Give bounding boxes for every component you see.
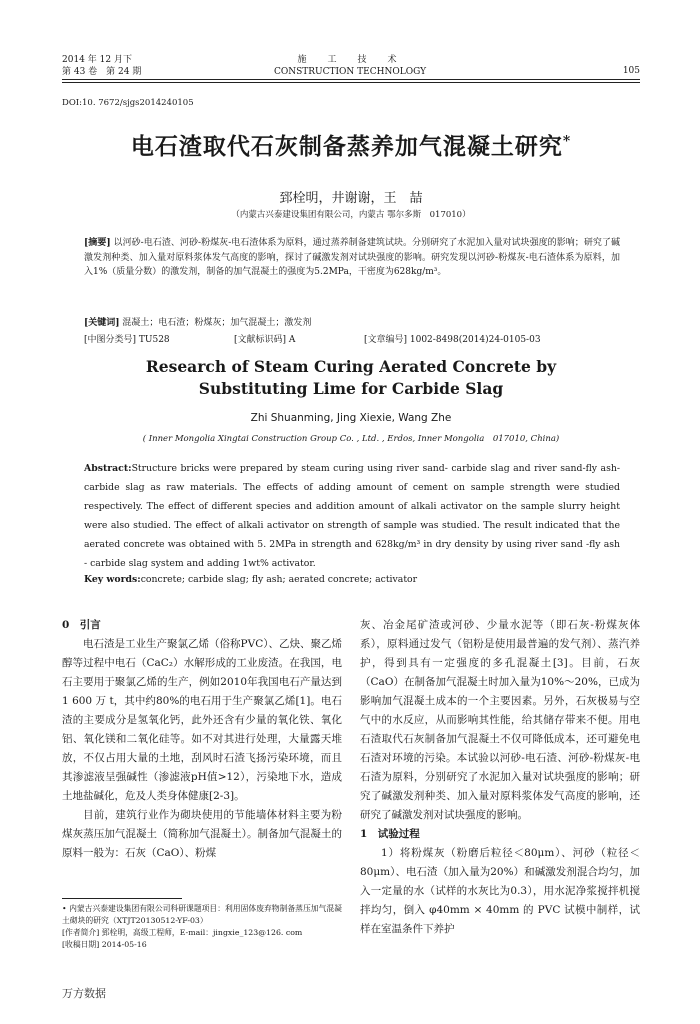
header-rule-thin [62,82,640,83]
running-header-center [250,54,450,78]
abstract-en [84,459,620,573]
page-number: 105 [622,66,640,76]
section-0-heading: 0 引言 [62,619,101,631]
affiliation-en: ( Inner Mongolia Xingtai Construction Group Co. , Ltd. , Erdos, Inner Mongolia 017010, China) [142,434,560,444]
section-1-heading: 1 试验过程 [360,828,420,840]
issue-date: 2014 年 12 月下 [62,55,132,65]
watermark: 万方数据 [62,987,106,1000]
document-code: [文献标识码] A [234,335,296,345]
footnote-author: [作者简介] 郅栓明，高级工程师，E-mail：jingxie_123@126. com [62,928,303,937]
journal-name-cn: 施 工 技 术 [297,55,403,65]
title-cn-text: 电石渣取代石灰制备蒸养加气混凝土研究 [130,133,563,160]
footnote-rule [62,898,182,899]
abstract-en-text: Structure bricks were prepared by steam curing using river sand- carbide slag and river sand-fly ash- carbide slag as raw materials. The effects of adding amount of cement on sample strength were studied respectively. The effect of different species and addition amount of alkali activator on the sample slurry height were also studied. The effect of alkali activator on strength of sample was studied. The result indicated that the aerated concrete was obtained with 5. 2MPa in strength and 628kg/m³ in dry density by using river sand -fly ash - carbide slag system and adding 1wt% activator. [84,463,620,569]
keywords-en [84,574,620,585]
body-paragraph: 1）将粉煤灰（粉磨后粒径＜80μm）、河砂（粒径＜80μm）、电石渣（加入量为20%）和碱激发剂混合均匀，加入一定量的水（试样的水灰比为0.3），用水泥净浆搅拌机搅拌均匀，倒入 φ40mm × 40mm 的 PVC 试模中制样，试样在室温条件下养护 [360,847,640,935]
running-header-left [62,54,141,78]
body-paragraph: 目前，建筑行业作为砌块使用的节能墙体材料主要为粉煤灰蒸压加气混凝土（简称加气混凝土）。制备加气混凝土的原料一般为：石灰（CaO）、粉煤 [62,809,342,859]
keywords-cn-label: [关键词] [84,318,120,328]
body-column-left [62,616,342,863]
header-rule-thick [62,79,640,80]
affiliation-cn: （内蒙古兴泰建设集团有限公司，内蒙古 鄂尔多斯 017010） [231,210,471,220]
keywords-cn [84,315,620,328]
article-number: [文章编号] 1002-8498(2014)24-0105-03 [364,335,541,345]
keywords-en-text: concrete; carbide slag; fly ash; aerated concrete; activator [140,574,418,585]
body-paragraph: 灰、冶金尾矿渣或河砂、少量水泥等（即石灰-粉煤灰体系），原料通过发气（铝粉是使用最普遍的发气剂）、蒸汽养护，得到具有一定强度的多孔混凝土[3]。目前，石灰（CaO）在制备加气混凝土时加入量为10%～20%，已成为影响加气混凝土成本的一个主要因素。另外，石灰极易与空气中的水反应，从而影响其性能，给其储存带来不便。用电石渣取代石灰制备加气混凝土不仅可降低成本，还可避免电石渣对环境的污染。本试验以河砂-电石渣、河砂-粉煤灰-电石渣为原料，分别研究了水泥加入量对试块强度的影响；研究了碱激发剂种类、加入量对原料浆体发气高度的影响，还研究了碱激发剂对试块强度的影响。 [360,619,640,821]
footnote-received: [收稿日期] 2014-05-16 [62,940,147,949]
abstract-cn-label: [摘要] [84,238,111,248]
doi: DOI:10. 7672/sjgs2014240105 [62,98,194,108]
authors-en: Zhi Shuanming, Jing Xiexie, Wang Zhe [250,412,452,424]
abstract-cn-text: 以河砂-电石渣、河砂-粉煤灰-电石渣体系为原料，通过蒸养制备建筑试块。分别研究了水泥加入量对试块强度的影响；研究了碱激发剂种类、加入量对原料浆体发气高度的影响，探讨了碱激发剂对试块强度的影响。研究发现以河砂-粉煤灰-电石渣体系为原料，加入1%（质量分数）的激发剂，制备的加气混凝土的强度为5.2MPa，干密度为628kg/m³。 [84,238,620,277]
footnote-funding: • 内蒙古兴泰建设集团有限公司科研课题项目：利用固体废弃物制备蒸压加气混凝土砌块的研究（XTJT20130512-YF-03） [62,904,342,925]
journal-name-en: CONSTRUCTION TECHNOLOGY [273,67,427,77]
clc-number: [中图分类号] TU528 [84,335,170,345]
title-cn [62,128,640,161]
title-footnote-marker: * [562,133,572,150]
footnotes [62,903,342,951]
keywords-cn-text: 混凝土；电石渣；粉煤灰；加气混凝土；激发剂 [122,318,312,328]
title-en [62,356,640,400]
title-en-line1: Research of Steam Curing Aerated Concrete by [145,357,557,376]
keywords-en-label: Key words: [84,574,141,585]
body-paragraph: 电石渣是工业生产聚氯乙烯（俗称PVC）、乙炔、聚乙烯醇等过程中电石（CaC₂）水解形成的工业废渣。在我国，电石主要用于聚氯乙烯的生产，例如2010年我国电石产量达到1 600 万 t，其中约80%的电石用于生产聚氯乙烯[1]。电石渣的主要成分是氢氧化钙，此外还含有少量的氧化铁、氧化铝、氧化镁和二氧化硅等。如不对其进行处理，大量露天堆放，不仅占用大量的土地，刮风时石渣飞扬污染环境，而且其渗滤液呈强碱性（渗滤液pH值>12），污染地下水，造成土地盐碱化，危及人类身体健康[2-3]。 [62,638,342,802]
authors-cn: 郅栓明，井谢谢，王 喆 [279,191,423,206]
volume-issue: 第 43 卷 第 24 期 [62,67,142,77]
abstract-en-label: Abstract: [84,463,132,474]
abstract-cn [84,236,620,280]
body-column-right [360,616,640,939]
title-en-line2: Substituting Lime for Carbide Slag [198,379,504,398]
